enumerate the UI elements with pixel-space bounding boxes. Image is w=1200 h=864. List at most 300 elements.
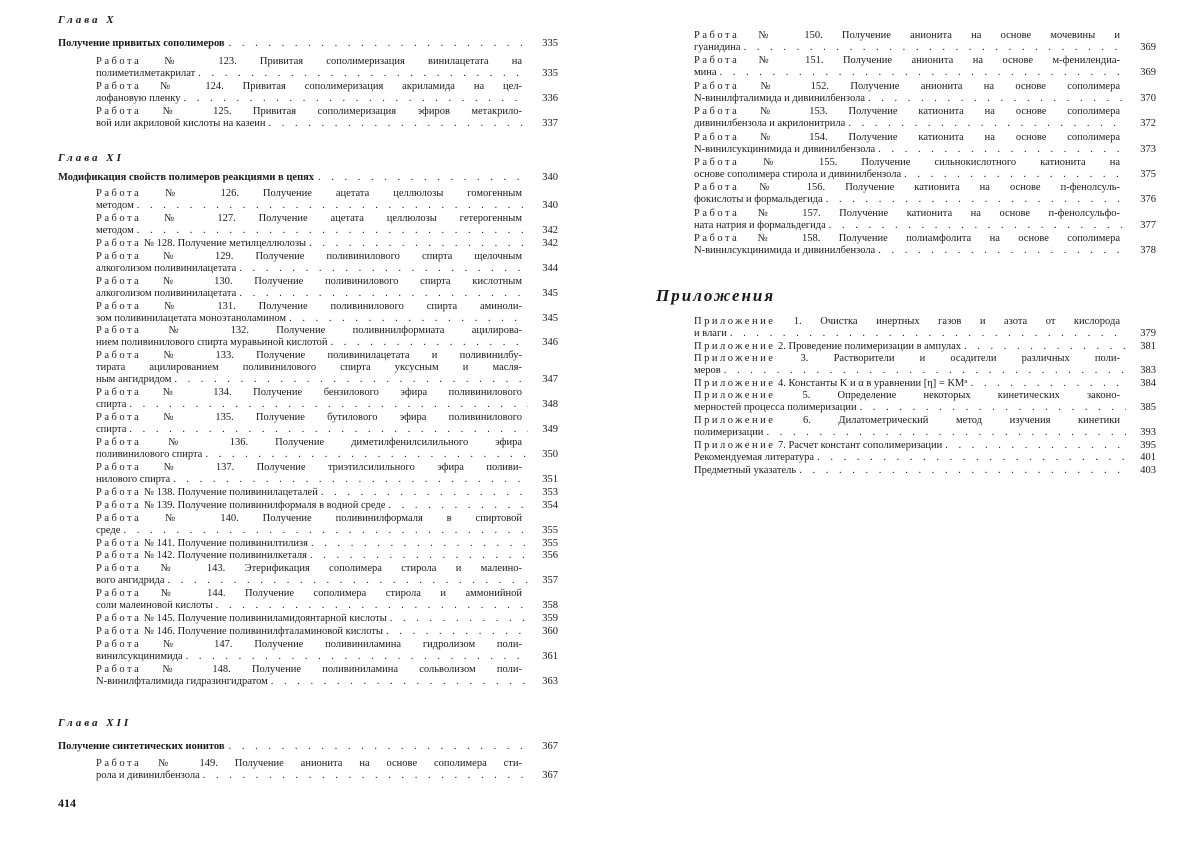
leader-dots — [123, 525, 528, 537]
toc-entry — [96, 276, 558, 300]
entry-last-line — [694, 365, 1156, 377]
entry-last-line — [694, 144, 1156, 156]
toc-entry — [96, 513, 558, 537]
entry-text-line: дивинилбензола и акрилонитрила — [694, 118, 846, 130]
entry-text-line: поливинилового спирта — [96, 449, 203, 460]
entry-text-line: Работа № 124. Привитая сополимеризация акриламида на цел- — [96, 81, 522, 92]
entry-kind: Работа — [96, 300, 142, 312]
entry-page: 355 — [542, 537, 558, 549]
entry-page: 381 — [1140, 340, 1156, 352]
entry-last-line — [96, 263, 558, 275]
entry-kind: Работа — [694, 106, 740, 118]
leader-dots — [971, 378, 1126, 390]
page-number: 414 — [58, 796, 76, 810]
entry-kind: Работа — [96, 486, 142, 498]
entry-page: 393 — [1140, 427, 1156, 438]
toc-entry — [96, 758, 558, 782]
leader-dots — [239, 263, 528, 275]
entry-page: 342 — [542, 224, 558, 236]
entry-text-line: Работа № 149. Получение анионита на основе сополимера сти- — [96, 758, 522, 769]
leader-dots — [904, 169, 1126, 181]
leader-dots — [269, 118, 528, 130]
toc-entry — [694, 341, 1156, 353]
entry-last-line — [694, 220, 1156, 232]
entry-page: 349 — [542, 424, 558, 436]
leader-dots — [183, 93, 528, 105]
entry-text-line: полимеризации — [694, 427, 764, 438]
entry-text-line: фокислоты и формальдегида — [694, 194, 823, 206]
leader-dots — [129, 399, 528, 411]
entry-text-line: зом поливинилацетата моноэтаноламином — [96, 312, 287, 324]
entry-page: 377 — [1140, 219, 1156, 231]
entry-kind: Работа — [694, 30, 740, 41]
entry-last-line — [96, 337, 558, 349]
entry-kind: Работа — [96, 663, 142, 675]
entry-last-line — [96, 288, 558, 300]
entry-text-line: N-винилсукцинимида и дивинилбензола — [694, 143, 876, 155]
leader-dots — [860, 402, 1126, 414]
entry-text-line: Работа № 147. Получение поливиниламина гидролизом поли- — [96, 638, 522, 650]
entry-last-line — [694, 427, 1156, 439]
entry-last-line — [96, 68, 558, 80]
entry-text-line: Предметный указатель — [694, 464, 797, 476]
entry-text-line: Работа № 154. Получение катионита на основе сополимера — [694, 131, 1120, 143]
entry-last-line — [96, 500, 558, 512]
chapter-10-title: Получение привитых сополимеров — [58, 38, 225, 49]
entry-page: 383 — [1140, 365, 1156, 377]
entry-last-line — [96, 374, 558, 386]
entry-text-line: ната натрия и формальдегида — [694, 219, 826, 231]
entry-text-line: нилового спирта — [96, 473, 171, 485]
entry-kind: Приложение — [694, 390, 776, 402]
toc-entry — [694, 378, 1156, 390]
entry-text-line: Работа № 138. Получение поливинилацеталей — [96, 486, 318, 498]
entry-page: 401 — [1140, 452, 1156, 464]
leader-dots — [848, 118, 1126, 130]
leader-dots — [289, 313, 528, 325]
entry-kind: Работа — [96, 638, 142, 650]
entry-last-line — [96, 600, 558, 612]
entry-text-line: полиметилметакрилат — [96, 68, 196, 79]
leader-dots — [229, 741, 528, 752]
entry-text-line: Работа № 137. Получение триэтилсилильного эфира поливи- — [96, 461, 522, 473]
entry-kind: Работа — [694, 207, 740, 219]
entry-last-line — [96, 550, 558, 562]
entry-page: 345 — [542, 287, 558, 299]
toc-entry — [96, 487, 558, 499]
toc-entry — [694, 415, 1156, 439]
entry-page: 353 — [542, 486, 558, 498]
toc-entry — [96, 613, 558, 625]
entry-text-line: Работа № 136. Получение диметилфенилсилильного эфира — [96, 437, 522, 448]
entry-kind: Работа — [96, 81, 142, 92]
entry-text-line: Работа № 145. Получение поливиниламидоянтарной кислоты — [96, 613, 387, 625]
entry-page: 403 — [1140, 464, 1156, 476]
entry-last-line — [96, 538, 558, 550]
entry-last-line — [96, 313, 558, 325]
entry-page: 370 — [1140, 92, 1156, 104]
entry-kind: Работа — [694, 80, 740, 92]
entry-page: 367 — [542, 770, 558, 781]
entry-text-line: и влаги — [694, 328, 727, 339]
entry-text-line: Работа № 134. Получение бензилового эфира поливинилового — [96, 387, 522, 399]
entry-kind: Работа — [96, 412, 142, 424]
entry-kind: Работа — [96, 212, 142, 224]
entry-text-line: Работа № 135. Получение бутилового эфира поливинилового — [96, 412, 522, 424]
entry-page: 356 — [542, 550, 558, 562]
toc-entry — [694, 233, 1156, 257]
entry-page: 354 — [542, 499, 558, 511]
entry-last-line — [694, 378, 1156, 390]
entry-text-line: Работа № 146. Получение поливинилфталаминовой кислоты — [96, 626, 383, 637]
entry-last-line — [96, 651, 558, 663]
toc-entry — [694, 182, 1156, 206]
toc-entry — [96, 550, 558, 562]
entry-text-line: Работа № 151. Получение анионита на основе м-фенилендиа- — [694, 55, 1120, 67]
entry-page: 358 — [542, 600, 558, 612]
entry-kind: Работа — [96, 461, 142, 473]
entry-kind: Работа — [96, 588, 142, 600]
entry-last-line — [694, 465, 1156, 477]
toc-entry — [96, 437, 558, 461]
entry-text-line: Работа № 143. Этерификация сополимера стирола и малеино- — [96, 563, 522, 575]
entry-text-line: среде — [96, 524, 121, 536]
entry-last-line — [694, 42, 1156, 54]
entry-text-line: Работа № 148. Получение поливиниламина сольволизом поли- — [96, 663, 522, 675]
entry-page: 335 — [542, 68, 558, 79]
entry-page: 379 — [1140, 328, 1156, 339]
chapter-11-title-row — [58, 172, 558, 183]
entry-kind: Приложение — [694, 439, 776, 451]
toc-entry — [694, 465, 1156, 477]
entry-text-line: Работа № 126. Получение ацетата целлюлозы гомогенным — [96, 188, 522, 199]
entry-last-line — [96, 575, 558, 587]
entry-text-line: Приложение 5. Определение некоторых кинетических законо- — [694, 390, 1120, 402]
leader-dots — [720, 67, 1126, 79]
leader-dots — [878, 144, 1126, 156]
entry-last-line — [694, 341, 1156, 353]
leader-dots — [799, 465, 1126, 477]
entry-last-line — [96, 118, 558, 130]
toc-entry — [694, 353, 1156, 377]
entry-last-line — [96, 474, 558, 486]
entry-text-line: Работа № 150. Получение анионита на основе мочевины и — [694, 30, 1120, 41]
leader-dots — [330, 337, 528, 349]
entry-last-line — [694, 118, 1156, 130]
leader-dots — [311, 538, 528, 550]
entry-last-line — [96, 225, 558, 237]
entry-last-line — [694, 328, 1156, 340]
entry-page: 347 — [542, 374, 558, 386]
entry-page: 369 — [1140, 42, 1156, 53]
toc-entry — [694, 132, 1156, 156]
entry-text-line: Приложение 1. Очистка инертных газов и азота от кислорода — [694, 316, 1120, 327]
entry-text-line: Приложение 3. Растворители и осадители различных поли- — [694, 353, 1120, 365]
toc-entry — [96, 588, 558, 612]
toc-entry — [96, 664, 558, 688]
toc-entry — [694, 208, 1156, 232]
entry-text-line: гуанидина — [694, 42, 741, 53]
toc-entry — [694, 157, 1156, 181]
chapter-10-label: Глава X — [58, 14, 117, 26]
entry-text-line: Работа № 156. Получение катионита на основе п-фенолсуль- — [694, 182, 1120, 194]
entry-text-line: Приложение 2. Проведение полимеризации в ампулах — [694, 340, 962, 352]
chapter-11-label: Глава XI — [58, 152, 124, 164]
leader-dots — [945, 440, 1126, 452]
entry-text-line: спирта — [96, 399, 127, 411]
entry-kind: Приложение — [694, 377, 776, 389]
entry-text-line: Работа № 131. Получение поливинилового спирта аминоли- — [96, 300, 522, 312]
leader-dots — [129, 424, 528, 436]
entry-kind: Работа — [96, 250, 142, 262]
leader-dots — [829, 220, 1126, 232]
entry-page: 336 — [542, 93, 558, 104]
entry-text-line: N-винилсукцинимида и дивинилбензола — [694, 245, 876, 257]
leader-dots — [744, 42, 1126, 54]
toc-entry — [96, 81, 558, 105]
entry-kind: Приложение — [694, 340, 776, 352]
entry-text-line: Работа № 132. Получение поливинилформиата ацилирова- — [96, 325, 522, 337]
entry-page: 376 — [1140, 194, 1156, 206]
entry-page: 340 — [542, 200, 558, 211]
entry-text-line: Работа № 158. Получение полиамфолита на основе сополимера — [694, 233, 1120, 245]
entry-last-line — [96, 676, 558, 688]
entry-page: 360 — [542, 626, 558, 637]
toc-entry — [96, 56, 558, 80]
toc-entry — [96, 500, 558, 512]
entry-kind: Работа — [96, 325, 142, 337]
leader-dots — [229, 38, 528, 49]
toc-entry — [96, 188, 558, 212]
toc-entry — [694, 81, 1156, 105]
leader-dots — [817, 452, 1126, 464]
toc-entry — [96, 325, 558, 349]
entry-page: 373 — [1140, 143, 1156, 155]
entry-text-line: соли малеиновой кислоты — [96, 600, 213, 612]
entry-kind: Работа — [96, 512, 142, 524]
entry-kind: Работа — [694, 233, 740, 245]
toc-entry — [96, 639, 558, 663]
entry-text-line: основе сополимера стирола и дивинилбензола — [694, 169, 902, 180]
entry-last-line — [96, 770, 558, 782]
entry-kind: Работа — [96, 106, 142, 117]
entry-text-line: лофановую пленку — [96, 93, 181, 104]
entry-page: 378 — [1140, 245, 1156, 257]
entry-text-line: Работа № 133. Получение поливинилацетата и поливинилбу- — [96, 350, 522, 362]
chapter-10-page: 335 — [542, 38, 558, 49]
toc-entry — [96, 563, 558, 587]
entry-text-line: тирата ацилированием поливинилового спирта уксусным и масля- — [96, 362, 522, 374]
toc-entry — [96, 462, 558, 486]
entry-page: 337 — [542, 118, 558, 129]
toc-entry — [694, 106, 1156, 130]
leader-dots — [137, 200, 528, 212]
toc-entry — [96, 238, 558, 250]
entry-text-line: Работа № 128. Получение метилцеллюлозы — [96, 237, 307, 249]
entry-last-line — [96, 238, 558, 250]
entry-text-line: рола и дивинилбензола — [96, 770, 200, 781]
entry-last-line — [694, 169, 1156, 181]
entry-text-line: нием поливинилового спирта муравьиной кислотой — [96, 337, 328, 349]
entry-page: 363 — [542, 675, 558, 687]
entry-page: 359 — [542, 613, 558, 625]
entry-text-line: Работа № 127. Получение ацетата целлюлозы гетерогенным — [96, 212, 522, 224]
toc-entry — [96, 301, 558, 325]
entry-text-line: Работа № 129. Получение поливинилового спирта щелочным — [96, 250, 522, 262]
toc-entry — [694, 440, 1156, 452]
entry-text-line: алкоголизом поливинилацетата — [96, 262, 237, 274]
leader-dots — [174, 374, 528, 386]
entry-text-line: Работа № 140. Получение поливинилформаля в спиртовой — [96, 512, 522, 524]
entry-last-line — [96, 525, 558, 537]
leader-dots — [730, 328, 1126, 340]
leader-dots — [318, 172, 528, 183]
entry-last-line — [694, 194, 1156, 206]
entry-kind: Приложение — [694, 353, 776, 365]
entry-text-line: N-винилфталимида гидразингидратом — [96, 675, 268, 687]
entry-last-line — [96, 613, 558, 625]
entry-kind: Работа — [96, 563, 142, 575]
entry-kind: Приложение — [694, 316, 776, 327]
toc-entry — [694, 55, 1156, 79]
entry-last-line — [96, 424, 558, 436]
entry-last-line — [694, 402, 1156, 414]
chapter-12-title: Получение синтетических ионитов — [58, 741, 225, 752]
entry-text-line: мерностей процесса полимеризации — [694, 402, 857, 414]
leader-dots — [964, 341, 1126, 353]
entry-kind: Работа — [96, 437, 142, 448]
entry-kind: Работа — [96, 550, 142, 562]
entry-page: 395 — [1140, 439, 1156, 451]
leader-dots — [186, 651, 528, 663]
leader-dots — [205, 449, 528, 461]
entry-text-line: Работа № 141. Получение поливинилтилизя — [96, 537, 308, 549]
entry-text-line: Работа № 123. Привитая сополимеризация винилацетата на — [96, 56, 522, 67]
entry-kind: Работа — [96, 387, 142, 399]
toc-entry — [96, 350, 558, 386]
entry-last-line — [96, 449, 558, 461]
leader-dots — [826, 194, 1126, 206]
entry-last-line — [96, 487, 558, 499]
entry-text-line: спирта — [96, 424, 127, 436]
leader-dots — [310, 550, 528, 562]
entry-page: 361 — [542, 650, 558, 662]
entry-text-line: Работа № 142. Получение поливинилкеталя — [96, 550, 307, 562]
entry-kind: Работа — [96, 275, 142, 287]
leader-dots — [216, 600, 528, 612]
entry-kind: Работа — [96, 237, 142, 249]
leader-dots — [271, 676, 528, 688]
leader-dots — [766, 427, 1126, 439]
chapter-10-title-row — [58, 38, 558, 49]
entry-text-line: Приложение 6. Дилатометрический метод изучения кинетики — [694, 415, 1120, 426]
entry-kind: Работа — [694, 182, 740, 194]
toc-entry — [694, 316, 1156, 340]
entry-text-line: мина — [694, 67, 717, 79]
entry-text-line: Работа № 153. Получение катионита на основе сополимера — [694, 106, 1120, 118]
entry-text-line: вой или акриловой кислоты на казеин — [96, 118, 266, 129]
entry-kind: Работа — [96, 188, 142, 199]
toc-entry — [96, 626, 558, 638]
entry-page: 342 — [542, 237, 558, 249]
chapter-12-title-row — [58, 741, 558, 752]
chapter-12-page: 367 — [542, 741, 558, 752]
entry-page: 348 — [542, 399, 558, 411]
toc-entry — [96, 412, 558, 436]
entry-text-line: винилсукцинимида — [96, 650, 183, 662]
entry-text-line: Работа № 144. Получение сополимера стирола и аммонийной — [96, 588, 522, 600]
entry-last-line — [96, 93, 558, 105]
entry-page: 344 — [542, 262, 558, 274]
entry-text-line: Работа № 152. Получение анионита на основе сополимера — [694, 80, 1120, 92]
entry-text-line: N-винилфталимида и дивинилбензола — [694, 92, 865, 104]
entry-kind: Приложение — [694, 415, 776, 426]
entry-text-line: Работа № 130. Получение поливинилового спирта кислотным — [96, 275, 522, 287]
entry-last-line — [694, 93, 1156, 105]
leader-dots — [878, 245, 1126, 257]
leader-dots — [309, 238, 528, 250]
entry-page: 369 — [1140, 67, 1156, 79]
entry-text-line: методом — [96, 224, 134, 236]
entry-text-line: вого ангидрида — [96, 575, 165, 587]
entry-last-line — [96, 399, 558, 411]
entry-kind: Работа — [694, 55, 740, 67]
entry-text-line: Работа № 157. Получение катионита на основе п-фенолсульфо- — [694, 207, 1120, 219]
entry-text-line: Приложение 4. Константы K и α в уравнении [η] = KMᵅ — [694, 377, 968, 389]
entry-kind: Работа — [96, 350, 142, 362]
leader-dots — [386, 626, 528, 638]
toc-entry — [694, 452, 1156, 464]
leader-dots — [167, 575, 528, 587]
appendix-heading: Приложения — [656, 286, 776, 305]
toc-entry — [96, 387, 558, 411]
entry-kind: Работа — [96, 758, 142, 769]
entry-page: 375 — [1140, 169, 1156, 180]
entry-page: 372 — [1140, 118, 1156, 130]
toc-entry — [96, 538, 558, 550]
entry-last-line — [96, 626, 558, 638]
leader-dots — [203, 770, 528, 782]
toc-entry — [96, 251, 558, 275]
entry-page: 345 — [542, 312, 558, 324]
entry-text-line: ным ангидридом — [96, 374, 172, 386]
entry-kind: Работа — [96, 626, 142, 637]
leader-dots — [388, 500, 528, 512]
entry-text-line: меров — [694, 365, 721, 377]
leader-dots — [868, 93, 1126, 105]
chapter-12-label: Глава XII — [58, 717, 132, 729]
toc-entry — [694, 30, 1156, 54]
chapter-11-page: 340 — [542, 172, 558, 183]
entry-text-line: алкоголизом поливинилацетата — [96, 287, 237, 299]
leader-dots — [137, 225, 528, 237]
entry-last-line — [694, 245, 1156, 257]
toc-entry — [96, 106, 558, 130]
entry-page: 355 — [542, 524, 558, 536]
entry-page: 384 — [1140, 377, 1156, 389]
entry-page: 385 — [1140, 402, 1156, 414]
entry-kind: Работа — [96, 56, 142, 67]
entry-text-line: Приложение 7. Расчет констант сополимеризации — [694, 439, 943, 451]
entry-text-line: Работа № 139. Получение поливинилформаля в водной среде — [96, 499, 386, 511]
entry-kind: Работа — [96, 537, 142, 549]
leader-dots — [198, 68, 528, 80]
entry-page: 346 — [542, 337, 558, 349]
entry-last-line — [694, 440, 1156, 452]
entry-text-line: Рекомендуемая литература — [694, 452, 815, 464]
leader-dots — [321, 487, 528, 499]
entry-kind: Работа — [694, 131, 740, 143]
